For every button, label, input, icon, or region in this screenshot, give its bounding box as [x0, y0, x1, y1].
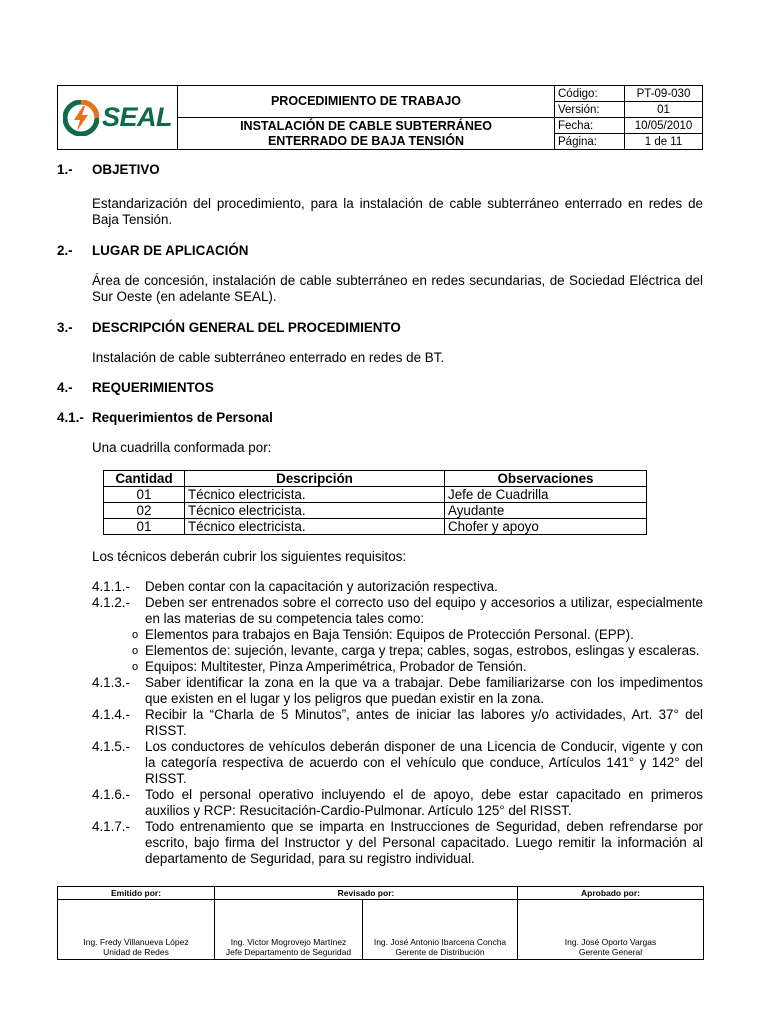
seal-logo [58, 100, 177, 136]
col-header-quantity: Cantidad [104, 471, 185, 487]
section-number: 4.- [57, 380, 73, 395]
col-header-observations: Observaciones [445, 471, 647, 487]
approved-by-label: Aprobado por: [518, 887, 704, 900]
bullet-icon: o [132, 661, 139, 673]
section-number: 4.1.- [57, 410, 84, 425]
meta-value-version: 01 [625, 102, 703, 118]
section-heading-3 [57, 320, 703, 336]
section-heading-4-1 [57, 410, 703, 426]
table-row [104, 519, 647, 535]
signer-name: Ing. José Antonio Ibarcena Concha [373, 937, 507, 947]
cell-observations: Ayudante [445, 503, 647, 519]
table-row [104, 487, 647, 503]
section-number: 1.- [57, 162, 73, 177]
bullet-icon: o [132, 645, 139, 657]
doc-title: PROCEDIMIENTO DE TRABAJO [178, 86, 555, 118]
subtitle-line-1: INSTALACIÓN DE CABLE SUBTERRÁNEO [240, 118, 492, 133]
item-text: Los conductores de vehículos deberán disponer de una Licencia de Conducir, vigente y con la categoría respectiva de acuerdo con el vehículo que conduce, Artículos 141° y 142° del RISST. [145, 739, 703, 786]
section-title: OBJETIVO [92, 162, 160, 177]
sub-item-text: Equipos: Multitester, Pinza Amperimétrica, Probador de Tensión. [145, 659, 527, 674]
section-2-text: Área de concesión, instalación de cable subterráneo en redes secundarias, de Sociedad Eléctrica del Sur Oeste (en adelante SEAL). [92, 273, 703, 304]
footer-header-row [58, 887, 704, 900]
cell-quantity: 01 [104, 487, 185, 503]
item-number: 4.1.7.- [92, 819, 130, 834]
meta-key-code: Código: [555, 86, 625, 102]
sub-item-text: Elementos de: sujeción, levante, carga y trepa; cables, sogas, estrobos, eslingas y escaleras. [145, 643, 700, 658]
item-number: 4.1.4.- [92, 707, 130, 722]
sub-list-item [132, 643, 703, 659]
meta-key-page: Página: [555, 134, 625, 150]
logo-cell [58, 86, 178, 150]
signer-role: Gerente General [578, 947, 643, 957]
logo-text: SEAL [101, 102, 172, 132]
table-row [104, 503, 647, 519]
signer-role: Gerente de Distribución [395, 947, 485, 957]
item-text: Saber identificar la zona en la que va a trabajar. Debe familiarizarse con los impedimentos que existen en el lugar y los peligros que puedan existir en la zona. [145, 675, 703, 706]
list-item [92, 739, 703, 787]
list-item [92, 707, 703, 739]
signer-name: Ing. Victor Mogrovejo Martínez [230, 937, 347, 947]
seal-emblem-icon [63, 100, 99, 136]
emitted-by-label: Emitido por: [58, 887, 215, 900]
list-item [92, 787, 703, 819]
signer-name: Ing. José Oporto Vargas [564, 937, 657, 947]
table-header-row [104, 471, 647, 487]
item-number: 4.1.3.- [92, 675, 130, 690]
cell-quantity: 02 [104, 503, 185, 519]
bullet-icon: o [132, 629, 139, 641]
meta-value-date: 10/05/2010 [625, 118, 703, 134]
cell-description: Técnico electricista. [185, 519, 445, 535]
document-body [57, 162, 703, 867]
section-1-text: Estandarización del procedimiento, para la instalación de cable subterráneo enterrado en redes de Baja Tensión. [92, 196, 703, 227]
approval-footer [57, 886, 704, 960]
item-text: Deben contar con la capacitación y autorización respectiva. [145, 579, 498, 594]
meta-value-code: PT-09-030 [625, 86, 703, 102]
document-header [57, 85, 703, 150]
cell-description: Técnico electricista. [185, 487, 445, 503]
list-item [92, 819, 703, 867]
col-header-description: Descripción [185, 471, 445, 487]
item-text: Recibir la “Charla de 5 Minutos”, antes de iniciar las labores y/o actividades, Art. 37° del RISST. [145, 707, 703, 738]
section-4-1-intro: Una cuadrilla conformada por: [92, 440, 272, 455]
signer-role: Unidad de Redes [103, 947, 169, 957]
item-text: Deben ser entrenados sobre el correcto uso del equipo y accesorios a utilizar, especialmente en las materias de su competencia tales como: [145, 595, 703, 626]
section-heading-2 [57, 243, 703, 259]
footer-signature-row [58, 900, 704, 960]
meta-key-version: Versión: [555, 102, 625, 118]
personnel-table [103, 470, 647, 535]
subtitle-line-2: ENTERRADO DE BAJA TENSIÓN [267, 133, 465, 148]
section-3-text: Instalación de cable subterráneo enterrado en redes de BT. [92, 350, 445, 365]
requirements-intro: Los técnicos deberán cubrir los siguientes requisitos: [92, 549, 407, 564]
signer-role: Jefe Departamento de Seguridad [225, 947, 352, 957]
signature-cell-reviewer-2 [363, 900, 518, 960]
requirements-list [57, 579, 703, 867]
list-item [92, 595, 703, 627]
item-number: 4.1.5.- [92, 739, 130, 754]
section-title: Requerimientos de Personal [92, 410, 273, 425]
list-item [92, 579, 703, 595]
section-heading-4 [57, 380, 703, 396]
sub-item-text: Elementos para trabajos en Baja Tensión: Equipos de Protección Personal. (EPP). [145, 627, 634, 642]
signature-cell-approver [518, 900, 704, 960]
section-title: DESCRIPCIÓN GENERAL DEL PROCEDIMIENTO [92, 320, 401, 335]
signature-cell-emitter [58, 900, 215, 960]
section-title: REQUERIMIENTOS [92, 380, 214, 395]
item-number: 4.1.2.- [92, 595, 130, 610]
sub-list-item [132, 627, 703, 643]
meta-value-page: 1 de 11 [625, 134, 703, 150]
signature-cell-reviewer-1 [215, 900, 363, 960]
item-number: 4.1.1.- [92, 579, 130, 594]
cell-quantity: 01 [104, 519, 185, 535]
doc-subtitle [178, 118, 555, 150]
item-text: Todo el personal operativo incluyendo el de apoyo, debe estar capacitado en primeros auxilios y RCP: Resucitación-Cardio-Pulmonar. Artículo 125° del RISST. [145, 787, 703, 818]
sub-list-item [132, 659, 703, 675]
section-number: 2.- [57, 243, 73, 258]
section-heading-1 [57, 162, 703, 178]
item-number: 4.1.6.- [92, 787, 130, 802]
cell-description: Técnico electricista. [185, 503, 445, 519]
reviewed-by-label: Revisado por: [215, 887, 518, 900]
list-item [92, 675, 703, 707]
item-text: Todo entrenamiento que se imparta en Instrucciones de Seguridad, deben refrendarse por escrito, bajo firma del Instructor y del Personal capacitado. Luego remitir la información al departamento de Seguridad, para su registro individual. [145, 819, 703, 866]
cell-observations: Jefe de Cuadrilla [445, 487, 647, 503]
meta-key-date: Fecha: [555, 118, 625, 134]
cell-observations: Chofer y apoyo [445, 519, 647, 535]
section-number: 3.- [57, 320, 73, 335]
section-title: LUGAR DE APLICACIÓN [92, 243, 249, 258]
signer-name: Ing. Fredy Villanueva López [83, 937, 189, 947]
